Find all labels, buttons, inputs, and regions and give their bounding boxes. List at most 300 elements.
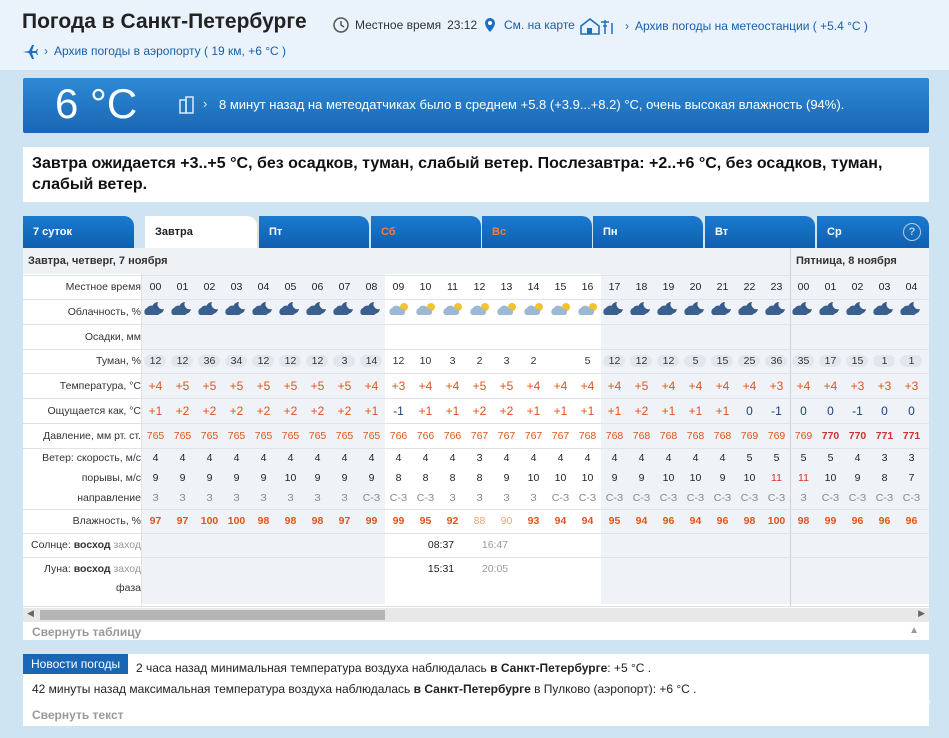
humidity-cell: 96 [851, 515, 864, 527]
moon-cloud-icon [144, 301, 168, 317]
humidity-cell: 98 [257, 515, 270, 527]
pressure-cell: 767 [551, 430, 570, 442]
humidity-cell: 94 [689, 515, 702, 527]
pressure-cell: 771 [902, 430, 921, 442]
hour-cell: 22 [743, 281, 756, 293]
hour-cell: 08 [365, 281, 378, 293]
horizontal-scrollbar[interactable] [23, 608, 929, 622]
gust-cell: 9 [611, 472, 618, 484]
tab-sat[interactable]: Сб [371, 216, 481, 248]
news-badge: Новости погоды [23, 654, 128, 674]
wind-dir-cell: З [206, 492, 213, 504]
tab-7-days[interactable]: 7 суток [23, 216, 134, 248]
moon-cloud-icon [792, 301, 816, 317]
tab-sun[interactable]: Вс [482, 216, 592, 248]
hour-cell: 01 [824, 281, 837, 293]
temp-cell: +5 [310, 379, 325, 393]
gust-cell: 9 [260, 472, 267, 484]
hour-cell: 21 [716, 281, 729, 293]
sunrise-time: 08:37 [427, 539, 455, 551]
chevron-right-icon: › [44, 44, 48, 58]
hour-cell: 17 [608, 281, 621, 293]
fog-cell: 5 [584, 355, 591, 367]
moon-cloud-icon [225, 301, 249, 317]
gust-cell: 9 [314, 472, 321, 484]
sun-cloud-icon [441, 301, 465, 317]
pressure-cell: 765 [308, 430, 327, 442]
temp-cell: +5 [472, 379, 487, 393]
row-separator [23, 373, 929, 374]
hour-cell: 07 [338, 281, 351, 293]
temp-cell: +5 [499, 379, 514, 393]
temp-cell: +4 [526, 379, 541, 393]
moon-cloud-icon [252, 301, 276, 317]
moonrise-time: 15:31 [427, 563, 455, 575]
hour-cell: 11 [447, 281, 458, 293]
wind-cell: 4 [584, 452, 591, 464]
label-sun [23, 539, 141, 551]
wind-dir-cell: З [314, 492, 321, 504]
moon-cloud-icon [765, 301, 789, 317]
feels-cell: +1 [580, 404, 595, 418]
feels-cell: +1 [661, 404, 676, 418]
feels-cell: +1 [364, 404, 379, 418]
label-precip: Осадки, мм [84, 331, 141, 343]
wind-dir-cell: З [449, 492, 456, 504]
pressure-cell: 767 [524, 430, 543, 442]
feels-cell: +2 [283, 404, 298, 418]
humidity-cell: 96 [662, 515, 675, 527]
gust-cell: 9 [368, 472, 375, 484]
fog-cell: 36 [770, 355, 783, 367]
gust-cell: 10 [581, 472, 594, 484]
label-moon [23, 563, 141, 575]
sun-cloud-icon [468, 301, 492, 317]
current-temperature: 6 °C [55, 80, 138, 127]
temp-cell: +5 [202, 379, 217, 393]
temp-cell: +3 [769, 379, 784, 393]
moon-cloud-icon [738, 301, 762, 317]
moonset-time: 20:05 [481, 563, 509, 575]
station-archive-link[interactable]: Архив погоды на метеостанции ( +5.4 °C ) [635, 19, 868, 33]
fog-cell: 2 [476, 355, 483, 367]
pressure-cell: 767 [470, 430, 489, 442]
humidity-cell: 100 [200, 515, 219, 527]
label-hum: Влажность, % [72, 515, 141, 527]
wind-cell: 3 [908, 452, 915, 464]
gust-cell: 10 [824, 472, 837, 484]
temp-cell: +4 [607, 379, 622, 393]
wind-cell: 4 [665, 452, 672, 464]
label-time: Местное время [65, 281, 141, 293]
wind-cell: 4 [233, 452, 240, 464]
humidity-cell: 94 [635, 515, 648, 527]
moon-cloud-icon [333, 301, 357, 317]
hour-cell: 02 [203, 281, 216, 293]
humidity-cell: 96 [905, 515, 918, 527]
moon-cloud-icon [873, 301, 897, 317]
fog-cell: 1 [908, 355, 915, 367]
humidity-cell: 96 [716, 515, 729, 527]
humidity-cell: 92 [446, 515, 459, 527]
gust-cell: 8 [395, 472, 402, 484]
feels-cell: -1 [771, 404, 782, 418]
wind-cell: 4 [638, 452, 645, 464]
pressure-cell: 768 [713, 430, 732, 442]
gust-cell: 9 [638, 472, 645, 484]
gust-cell: 10 [554, 472, 567, 484]
tab-wed[interactable] [817, 216, 929, 248]
fog-cell: 34 [230, 355, 243, 367]
airport-archive-wrap[interactable] [22, 43, 286, 59]
news-line-1-pre: 2 часа назад минимальная температура воздуха наблюдалась [136, 661, 491, 675]
map-link[interactable]: См. на карте [504, 18, 575, 32]
weather-station-icon [579, 17, 619, 35]
hour-cell: 10 [419, 281, 432, 293]
wind-dir-cell: З [800, 492, 807, 504]
gust-cell: 9 [179, 472, 186, 484]
map-pin-icon [482, 17, 498, 33]
humidity-cell: 98 [797, 515, 810, 527]
temp-cell: +5 [337, 379, 352, 393]
local-time [333, 17, 477, 33]
fog-cell: 12 [176, 355, 189, 367]
humidity-cell: 94 [581, 515, 594, 527]
wind-dir-cell: З [341, 492, 348, 504]
fog-cell: 2 [530, 355, 537, 367]
building-icon [178, 96, 196, 114]
moon-cloud-icon [657, 301, 681, 317]
hour-cell: 04 [257, 281, 270, 293]
fog-cell: 17 [824, 355, 837, 367]
humidity-cell: 97 [338, 515, 351, 527]
label-moon-b: восход [73, 563, 111, 575]
hour-cell: 06 [311, 281, 324, 293]
hour-cell: 01 [176, 281, 189, 293]
wind-dir-cell: З [530, 492, 537, 504]
humidity-cell: 95 [419, 515, 432, 527]
humidity-cell: 99 [365, 515, 378, 527]
row-separator [23, 448, 929, 449]
pressure-cell: 767 [497, 430, 516, 442]
tab-tue[interactable]: Вт [705, 216, 815, 248]
humidity-cell: 98 [311, 515, 324, 527]
scroll-left-icon[interactable]: ◀ [27, 608, 34, 618]
label-moon-c: заход [113, 563, 141, 575]
hour-cell: 18 [635, 281, 648, 293]
fog-cell: 35 [797, 355, 810, 367]
pressure-cell: 765 [173, 430, 192, 442]
wind-dir-cell: З [179, 492, 186, 504]
wind-dir-cell: С-З [821, 492, 840, 504]
humidity-cell: 100 [767, 515, 786, 527]
fog-cell: 5 [692, 355, 699, 367]
label-gusts: порывы, м/с [81, 472, 141, 484]
wind-cell: 4 [179, 452, 186, 464]
gust-cell: 8 [449, 472, 456, 484]
hour-cell: 13 [500, 281, 513, 293]
wind-cell: 4 [368, 452, 375, 464]
wind-cell: 4 [530, 452, 537, 464]
wind-dir-cell: З [503, 492, 510, 504]
hour-cell: 02 [851, 281, 864, 293]
clock-icon [333, 17, 349, 33]
humidity-cell: 97 [149, 515, 162, 527]
wind-dir-cell: С-З [416, 492, 435, 504]
temp-cell: +4 [445, 379, 460, 393]
gust-cell: 10 [689, 472, 702, 484]
row-separator [23, 398, 929, 399]
pressure-cell: 769 [767, 430, 786, 442]
row-separator [23, 275, 929, 276]
pressure-cell: 765 [281, 430, 300, 442]
sun-cloud-icon [387, 301, 411, 317]
humidity-cell: 99 [392, 515, 405, 527]
chevron-right-icon: › [203, 96, 208, 111]
fog-cell: 12 [608, 355, 621, 367]
temp-cell: +4 [580, 379, 595, 393]
feels-cell: 0 [881, 404, 888, 418]
moon-cloud-icon [846, 301, 870, 317]
pressure-cell: 765 [227, 430, 246, 442]
pressure-cell: 768 [659, 430, 678, 442]
pressure-cell: 765 [200, 430, 219, 442]
wind-cell: 4 [557, 452, 564, 464]
scrollbar-thumb[interactable] [40, 610, 385, 620]
row-separator [23, 606, 929, 607]
feels-cell: +1 [526, 404, 541, 418]
wind-dir-cell: С-З [740, 492, 759, 504]
local-time-label: Местное время [355, 18, 442, 32]
wind-cell: 4 [854, 452, 861, 464]
row-separator [23, 533, 929, 534]
moon-cloud-icon [279, 301, 303, 317]
feels-cell: +1 [418, 404, 433, 418]
pressure-cell: 768 [686, 430, 705, 442]
feels-cell: +2 [472, 404, 487, 418]
feels-cell: +2 [256, 404, 271, 418]
label-feels: Ощущается как, °C [47, 405, 141, 417]
label-sun-c: заход [113, 539, 141, 551]
help-icon[interactable]: ? [903, 223, 921, 241]
feels-cell: +2 [202, 404, 217, 418]
wind-cell: 3 [476, 452, 483, 464]
label-moon-phase: фаза [115, 582, 141, 594]
label-wind: Ветер: скорость, м/с [42, 452, 141, 464]
hour-cell: 09 [392, 281, 405, 293]
news-line-2-post: в Пулково (аэропорт): +6 °C . [530, 682, 697, 696]
gust-cell: 11 [798, 472, 809, 484]
sun-cloud-icon [414, 301, 438, 317]
pressure-cell: 768 [605, 430, 624, 442]
fog-cell: 3 [503, 355, 510, 367]
airport-archive-link[interactable]: Архив погоды в аэропорту ( 19 км, +6 °C ) [54, 44, 287, 58]
feels-cell: +2 [337, 404, 352, 418]
tab-tomorrow[interactable]: Завтра [145, 216, 257, 248]
wind-cell: 4 [287, 452, 294, 464]
hour-cell: 05 [284, 281, 297, 293]
local-time-value: 23:12 [447, 18, 478, 32]
pressure-cell: 766 [416, 430, 435, 442]
feels-cell: +2 [634, 404, 649, 418]
humidity-cell: 100 [227, 515, 246, 527]
fog-cell: 25 [743, 355, 756, 367]
temp-cell: +5 [634, 379, 649, 393]
pressure-cell: 766 [389, 430, 408, 442]
hour-cell: 00 [797, 281, 810, 293]
feels-cell: +2 [175, 404, 190, 418]
moon-cloud-icon [630, 301, 654, 317]
wind-cell: 4 [422, 452, 429, 464]
hour-cell: 03 [230, 281, 243, 293]
moon-cloud-icon [684, 301, 708, 317]
temp-cell: +5 [175, 379, 190, 393]
gust-cell: 8 [422, 472, 429, 484]
pressure-cell: 765 [146, 430, 165, 442]
day1-header: Завтра, четверг, 7 ноября [28, 255, 168, 267]
feels-cell: +1 [445, 404, 460, 418]
gust-cell: 8 [881, 472, 888, 484]
temp-cell: +4 [418, 379, 433, 393]
wind-dir-cell: С-З [632, 492, 651, 504]
gust-cell: 9 [152, 472, 159, 484]
feels-cell: 0 [908, 404, 915, 418]
wind-dir-cell: С-З [767, 492, 786, 504]
day2-header: Пятница, 8 ноября [796, 255, 897, 267]
label-cloud: Облачность, % [67, 306, 141, 318]
sunset-time: 16:47 [481, 539, 509, 551]
forecast-summary: Завтра ожидается +3..+5 °C, без осадков, туман, слабый ветер. Послезавтра: +2..+6 °C, без осадков, туман, слабый ветер. [23, 147, 929, 202]
fog-cell: 12 [311, 355, 324, 367]
row-separator [23, 349, 929, 350]
fog-cell: 12 [392, 355, 405, 367]
tab-fri[interactable]: Пт [259, 216, 369, 248]
humidity-cell: 94 [554, 515, 567, 527]
feels-cell: +1 [607, 404, 622, 418]
fog-cell: 15 [851, 355, 864, 367]
news-line-2-bold: в Санкт-Петербурге [413, 682, 531, 696]
wind-cell: 4 [719, 452, 726, 464]
feels-cell: +2 [310, 404, 325, 418]
hour-cell: 20 [689, 281, 702, 293]
pressure-cell: 768 [632, 430, 651, 442]
label-fog: Туман, % [96, 355, 141, 367]
scroll-right-icon[interactable]: ▶ [918, 608, 925, 618]
station-archive-wrap[interactable] [579, 17, 868, 35]
label-moon-a: Луна: [43, 563, 71, 575]
pressure-cell: 770 [821, 430, 840, 442]
map-link-wrap[interactable] [482, 17, 575, 33]
current-weather-banner [23, 78, 929, 133]
hour-cell: 00 [149, 281, 162, 293]
wind-dir-cell: З [152, 492, 159, 504]
temp-cell: +4 [715, 379, 730, 393]
humidity-cell: 98 [743, 515, 756, 527]
temp-cell: +4 [553, 379, 568, 393]
humidity-cell: 96 [878, 515, 891, 527]
temp-cell: +4 [796, 379, 811, 393]
wind-cell: 5 [800, 452, 807, 464]
wind-dir-cell: С-З [875, 492, 894, 504]
temp-cell: +4 [688, 379, 703, 393]
tab-mon[interactable]: Пн [593, 216, 703, 248]
label-temp: Температура, °C [59, 380, 141, 392]
pressure-cell: 769 [740, 430, 759, 442]
collapse-table-link[interactable]: Свернуть таблицу [32, 625, 142, 639]
gust-cell: 10 [662, 472, 675, 484]
temp-cell: +4 [148, 379, 163, 393]
feels-cell: +2 [229, 404, 244, 418]
wind-dir-cell: С-З [362, 492, 381, 504]
moon-cloud-icon [819, 301, 843, 317]
news-line-1-post: : +5 °C . [607, 661, 652, 675]
hour-cell: 19 [662, 281, 675, 293]
caret-up-icon[interactable]: ▲ [909, 625, 919, 636]
moon-cloud-icon [900, 301, 924, 317]
gust-cell: 10 [527, 472, 540, 484]
wind-cell: 4 [503, 452, 510, 464]
wind-cell: 4 [692, 452, 699, 464]
label-sun-b: восход [73, 539, 111, 551]
hour-cell: 15 [554, 281, 567, 293]
wind-dir-cell: С-З [578, 492, 597, 504]
wind-cell: 5 [746, 452, 753, 464]
row-separator [23, 324, 929, 325]
temp-cell: +3 [904, 379, 919, 393]
humidity-cell: 97 [176, 515, 189, 527]
pressure-cell: 770 [848, 430, 867, 442]
wind-cell: 4 [449, 452, 456, 464]
humidity-cell: 99 [824, 515, 837, 527]
pressure-cell: 765 [362, 430, 381, 442]
gust-cell: 9 [719, 472, 726, 484]
pressure-cell: 768 [578, 430, 597, 442]
gust-cell: 9 [854, 472, 861, 484]
gust-cell: 8 [476, 472, 483, 484]
pressure-cell: 771 [875, 430, 894, 442]
wind-dir-cell: С-З [659, 492, 678, 504]
fog-cell: 1 [881, 355, 888, 367]
wind-cell: 3 [881, 452, 888, 464]
news-line-2-pre: 42 минуты назад максимальная температура воздуха наблюдалась [32, 682, 414, 696]
hourly-forecast-table [23, 248, 929, 640]
temp-cell: +3 [850, 379, 865, 393]
moon-cloud-icon [171, 301, 195, 317]
hour-cell: 12 [473, 281, 486, 293]
temp-cell: +3 [391, 379, 406, 393]
wind-cell: 5 [827, 452, 834, 464]
pressure-cell: 765 [335, 430, 354, 442]
gust-cell: 9 [206, 472, 213, 484]
hour-cell: 03 [878, 281, 891, 293]
collapse-text-link[interactable]: Свернуть текст [32, 708, 124, 722]
humidity-cell: 88 [473, 515, 486, 527]
hour-cell: 14 [527, 281, 540, 293]
sun-cloud-icon [495, 301, 519, 317]
sun-cloud-icon [576, 301, 600, 317]
temp-cell: +4 [661, 379, 676, 393]
label-pressure: Давление, мм рт. ст. [43, 430, 141, 442]
wind-cell: 4 [395, 452, 402, 464]
temp-cell: +4 [823, 379, 838, 393]
fog-cell: 3 [449, 355, 456, 367]
moon-cloud-icon [306, 301, 330, 317]
label-sun-a: Солнце: [31, 539, 71, 551]
wind-cell: 5 [773, 452, 780, 464]
hour-cell: 16 [581, 281, 594, 293]
feels-cell: +1 [148, 404, 163, 418]
feels-cell: 0 [800, 404, 807, 418]
